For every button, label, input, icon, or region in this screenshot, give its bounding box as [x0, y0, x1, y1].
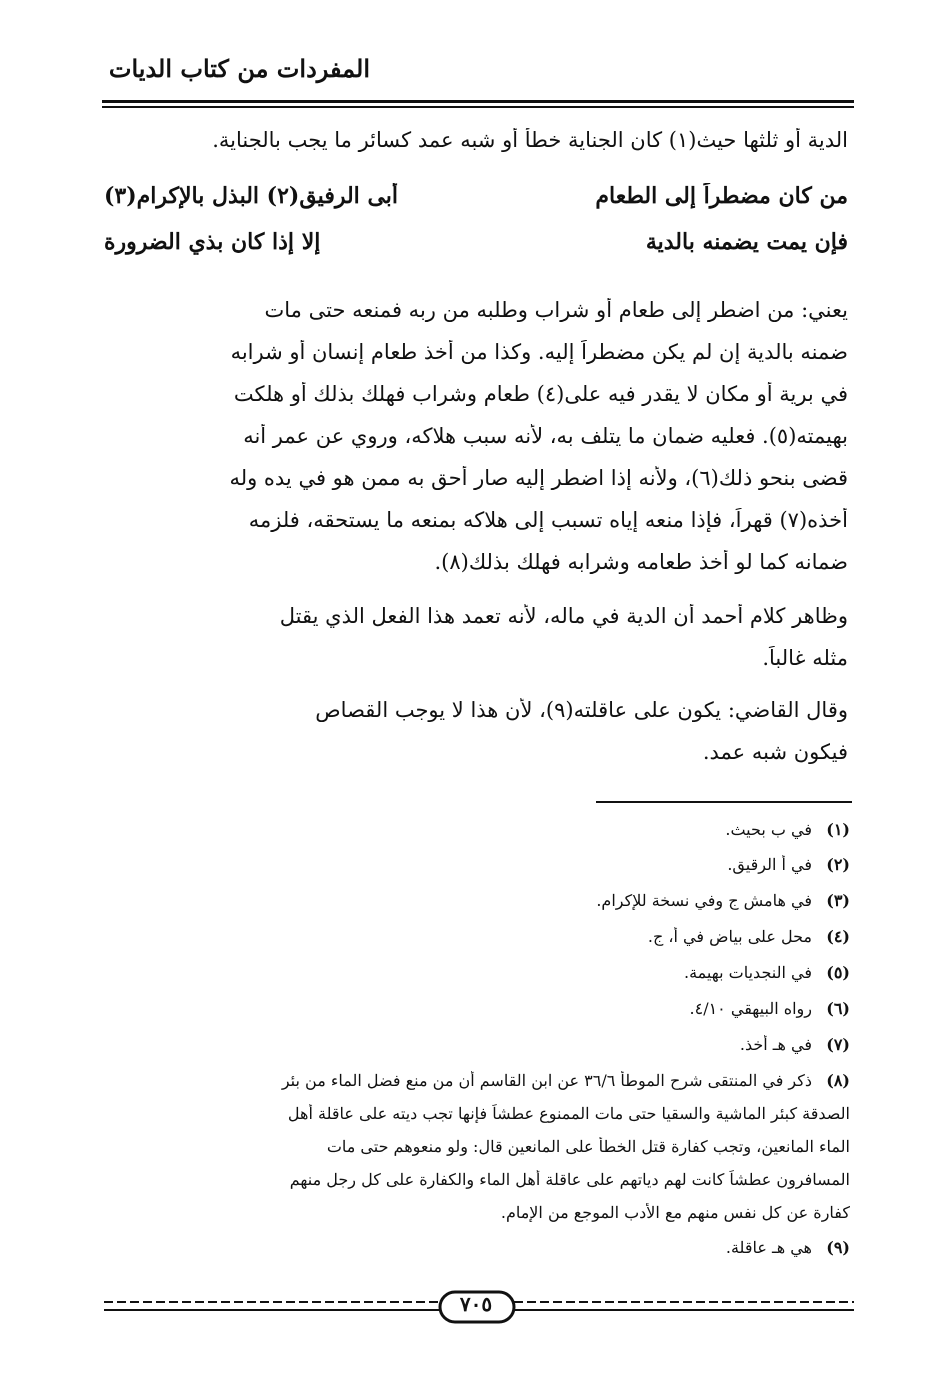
paragraph-3-line-last: فيكون شبه عمد. [702, 740, 848, 764]
paragraph-1-line: بهيمته(٥). فعليه ضمان ما يتلف به، لأنه سبب هلاكه، وروي عن عمر أنه [243, 424, 848, 448]
paragraph-1-line: في برية أو مكان لا يقدر فيه على(٤) طعام وشراب فهلك بذلك أو هلكت [233, 382, 848, 406]
running-header-title: المفردات من كتاب الديات [108, 54, 370, 83]
footnote-8-line: كفارة عن كل نفس منهم مع الأدب الموجع من الإمام. [500, 1203, 850, 1222]
footnote-number: (٦) [826, 999, 850, 1018]
footnote-8-line: المسافرون عطشاً كانت لهم دياتهم على عاقلة أهل الماء والكفارة على كل رجل منهم [289, 1170, 850, 1189]
footnote-number: (٢) [826, 855, 850, 874]
footnote-6 [104, 999, 850, 1018]
footnote-8-line: الصدقة كبئر الماشية والسقيا حتى مات الممنوع عطشاً فإنها تجب ديته على عاقلة أهل [287, 1104, 850, 1123]
paragraph-2-line: وظاهر كلام أحمد أن الدية في ماله، لأنه تعمد هذا الفعل الذي يقتل [279, 604, 848, 628]
footnote-7 [104, 1035, 850, 1054]
paragraph-1-line-last: ضمانه كما لو أخذ طعامه وشرابه فهلك بذلك(٨). [434, 550, 848, 574]
paragraph-1-line: ضمنه بالدية إن لم يكن مضطراً إليه. وكذا من أخذ طعام إنسان أو شرابه [230, 340, 848, 364]
footnote-5 [104, 963, 850, 982]
paragraph-1-line: أخذه(٧) قهراً، فإذا منعه إياه تسبب إلى هلاكه بمنعه ما يستحقه، فلزمه [248, 508, 848, 532]
footnote-text: في النجديات بهيمة. [684, 963, 812, 982]
footnote-text: في هامش ج وفي نسخة للإكرام. [596, 891, 812, 910]
verse-1-second-hemistich: أبى الرفيق(٢) البذل بالإكرام(٣) [104, 183, 399, 209]
footnote-text: ذكر في المنتقى شرح الموطأ ٣٦/٦ عن ابن القاسم أن من منع فضل الماء من بئر [281, 1071, 812, 1090]
footnote-4 [104, 927, 850, 946]
footnote-1 [104, 820, 850, 839]
paragraph-2-line-last: مثله غالباً. [762, 646, 848, 670]
footnote-number: (٥) [826, 963, 850, 982]
footnote-text: في هـ أخذ. [739, 1035, 812, 1054]
footnote-text: رواه البيهقي ٤/١٠. [689, 999, 812, 1018]
footnote-9 [104, 1238, 850, 1257]
footnote-text: محل على بياض في أ، ج. [647, 927, 812, 946]
verse-2-second-hemistich: إلا إذا كان بذي الضرورة [104, 229, 321, 255]
footnote-number: (٣) [826, 891, 850, 910]
verse-2-first-hemistich: فإن يمت يضمنه بالدية [645, 229, 848, 255]
page-number: ٧٠٥ [459, 1292, 493, 1316]
footnote-text: في أ الرقيق. [727, 855, 812, 874]
footnote-text: في ب بحيث. [725, 820, 812, 839]
footnote-8-line [104, 1071, 850, 1090]
footnote-3 [104, 891, 850, 910]
paragraph-1-line: قضى بنحو ذلك(٦)، ولأنه إذا اضطر إليه صار أحق به ممن هو في يده وله [229, 466, 848, 490]
footnote-number: (٧) [826, 1035, 850, 1054]
footnote-number: (٤) [826, 927, 850, 946]
footnote-text: هي هـ عاقلة. [725, 1238, 812, 1257]
verse-1-first-hemistich: من كان مضطراً إلى الطعام [595, 183, 848, 209]
footnote-number: (٨) [826, 1071, 850, 1090]
footnote-number: (١) [826, 820, 850, 839]
paragraph-3-line: وقال القاضي: يكون على عاقلته(٩)، لأن هذا لا يوجب القصاص [315, 698, 848, 722]
intro-line: الدية أو ثلثها حيث(١) كان الجناية خطأ أو شبه عمد كسائر ما يجب بالجناية. [212, 128, 848, 152]
footnote-2 [104, 855, 850, 874]
header-rule-thick [102, 100, 854, 103]
footnote-separator [596, 801, 852, 803]
paragraph-1-line: يعني: من اضطر إلى طعام أو شراب وطلبه من ربه فمنعه حتى مات [264, 298, 848, 322]
footnote-number: (٩) [826, 1238, 850, 1257]
footnote-8-line: الماء المانعين، وتجب كفارة قتل الخطأ على المانعين قال: ولو منعوهم حتى مات [326, 1137, 850, 1156]
header-rule-thin [102, 106, 854, 108]
